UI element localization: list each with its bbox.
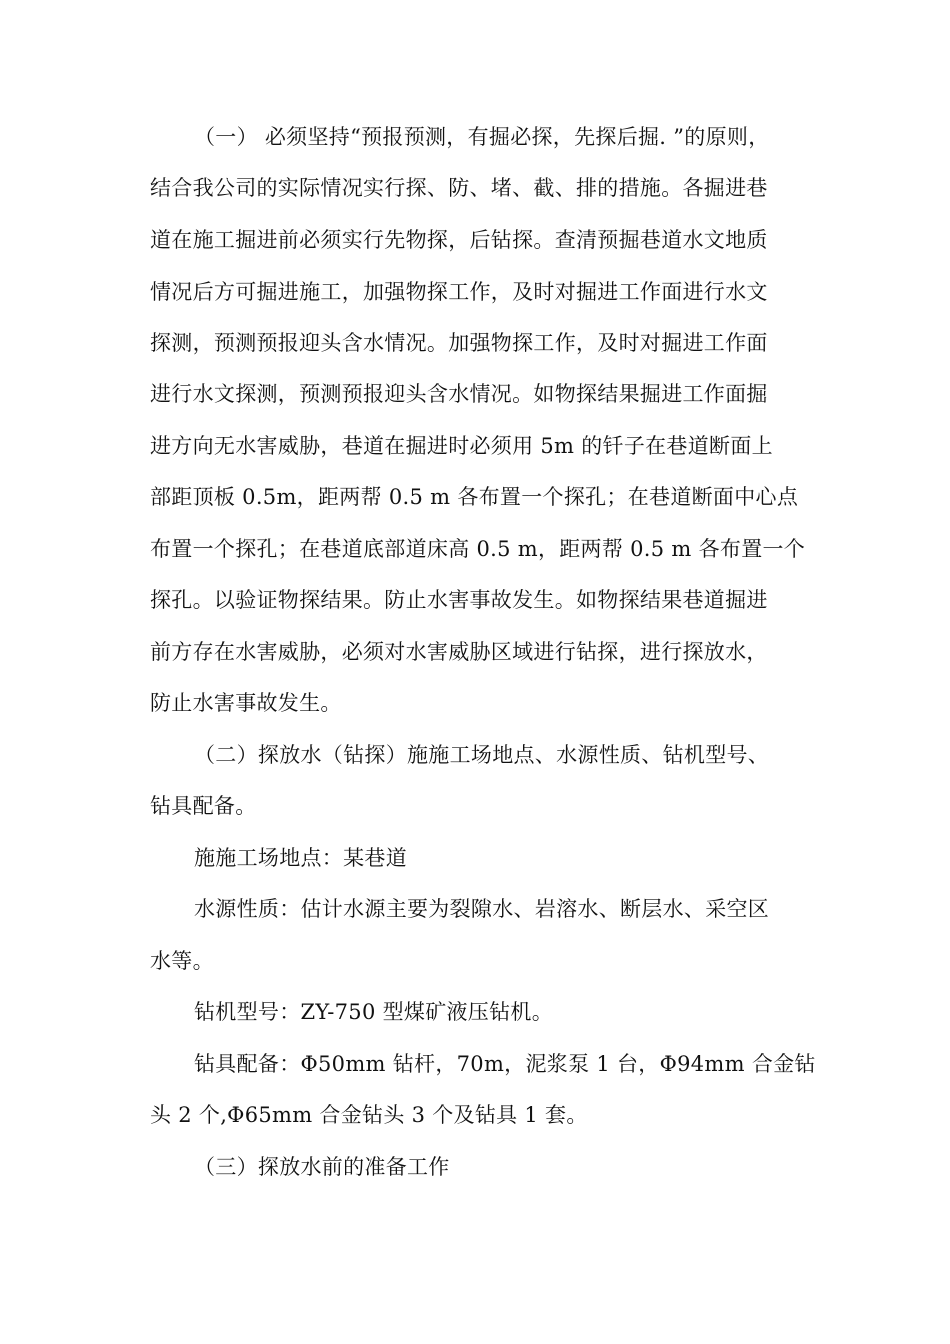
water-source-line-2: 水等。	[150, 949, 214, 973]
section-2-heading-line-2: 钻具配备。	[150, 794, 257, 818]
section-2-heading-line-1: （二）探放水（钻探）施施工场地点、水源性质、钻机型号、	[194, 743, 770, 767]
drill-model-line: 钻机型号：ZY-750 型煤矿液压钻机。	[194, 1000, 553, 1024]
paragraph-1-line-9: 布置一个探孔；在巷道底部道床高 0.5 m，距两帮 0.5 m 各布置一个	[150, 537, 806, 561]
paragraph-1-line-7: 进方向无水害威胁，巷道在掘进时必须用 5m 的钎子在巷道断面上	[150, 434, 773, 458]
drill-equipment-line-2: 头 2 个,Φ65mm 合金钻头 3 个及钻具 1 套。	[150, 1103, 588, 1127]
paragraph-1-line-10: 探孔。以验证物探结果。防止水害事故发生。如物探结果巷道掘进	[150, 588, 768, 612]
paragraph-1-line-12: 防止水害事故发生。	[150, 691, 342, 715]
paragraph-1-line-11: 前方存在水害威胁，必须对水害威胁区域进行钻探，进行探放水，	[150, 640, 768, 664]
paragraph-1-line-6: 进行水文探测，预测预报迎头含水情况。如物探结果掘进工作面掘	[150, 382, 768, 406]
paragraph-1-line-5: 探测，预测预报迎头含水情况。加强物探工作，及时对掘进工作面	[150, 331, 768, 355]
paragraph-1-line-2: 结合我公司的实际情况实行探、防、堵、截、排的措施。各掘进巷	[150, 176, 768, 200]
site-location-line: 施施工场地点：某巷道	[194, 846, 407, 870]
paragraph-1-line-4: 情况后方可掘进施工，加强物探工作，及时对掘进工作面进行水文	[150, 280, 768, 304]
paragraph-1-line-8: 部距顶板 0.5m，距两帮 0.5 m 各布置一个探孔；在巷道断面中心点	[150, 485, 799, 509]
paragraph-1-line-3: 道在施工掘进前必须实行先物探，后钻探。查清预掘巷道水文地质	[150, 228, 768, 252]
section-3-heading: （三）探放水前的准备工作	[194, 1155, 450, 1179]
water-source-line-1: 水源性质：估计水源主要为裂隙水、岩溶水、断层水、采空区	[194, 897, 770, 921]
drill-equipment-line-1: 钻具配备：Φ50mm 钻杆，70m，泥浆泵 1 台，Φ94mm 合金钻	[194, 1052, 816, 1076]
paragraph-1-line-1: （一） 必须坚持“预报预测，有掘必探，先探后掘. ”的原则，	[194, 125, 770, 149]
